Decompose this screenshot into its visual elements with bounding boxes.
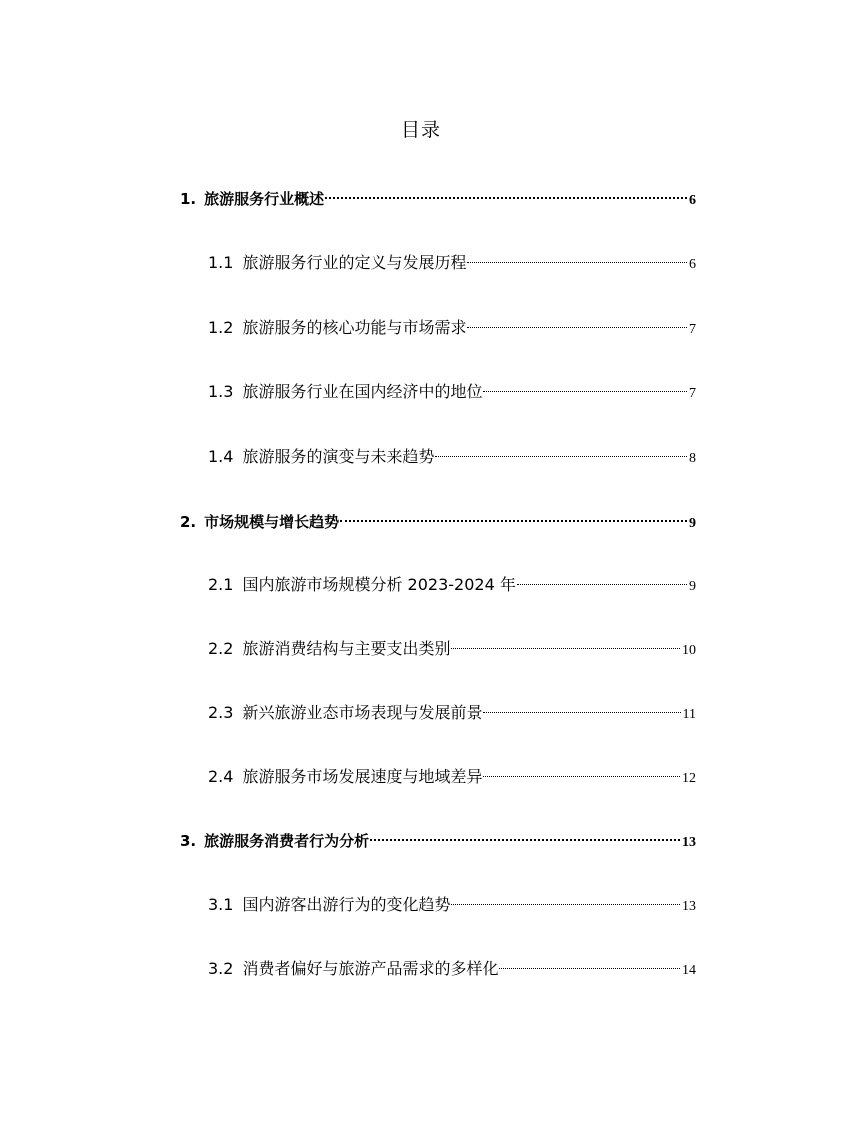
toc-entry-title: 市场规模与增长趋势	[204, 513, 340, 531]
toc-entry-title: 旅游服务消费者行为分析	[204, 832, 370, 850]
toc-entry-title: 旅游服务的演变与未来趋势	[242, 447, 435, 466]
toc-entry-title: 旅游服务的核心功能与市场需求	[242, 318, 467, 337]
toc-entry-section-1-4[interactable]	[208, 440, 696, 466]
toc-entry-title: 旅游服务行业在国内经济中的地位	[242, 382, 483, 401]
toc-dot-leader	[435, 440, 687, 462]
toc-entry-section-2-3[interactable]	[208, 696, 696, 722]
toc-entry-page: 13	[682, 899, 696, 914]
toc-entry-number: 1.3	[208, 382, 234, 401]
toc-dot-leader	[325, 182, 687, 204]
toc-entry-number: 2.	[180, 513, 197, 531]
toc-entry-page: 14	[682, 963, 696, 978]
toc-entry-section-3-2[interactable]	[208, 952, 696, 978]
toc-entry-number: 1.4	[208, 447, 234, 466]
toc-dot-leader	[483, 696, 680, 718]
toc-entry-number: 2.3	[208, 703, 234, 722]
toc-entry-number: 2.4	[208, 767, 234, 786]
toc-entry-chapter-1[interactable]	[180, 182, 696, 208]
toc-entry-section-2-2[interactable]	[208, 632, 696, 658]
toc-entry-title: 新兴旅游业态市场表现与发展前景	[242, 703, 483, 722]
toc-entry-page: 7	[689, 386, 696, 401]
toc-entry-section-2-1[interactable]	[208, 568, 696, 594]
toc-dot-leader	[451, 888, 680, 910]
toc-entry-section-1-1[interactable]	[208, 246, 696, 272]
toc-entry-title: 消费者偏好与旅游产品需求的多样化	[242, 959, 499, 978]
toc-entry-title: 旅游消费结构与主要支出类别	[242, 639, 451, 658]
toc-entry-page: 9	[689, 516, 696, 531]
toc-entry-number: 2.1	[208, 575, 234, 594]
toc-entry-page: 11	[682, 707, 696, 722]
toc-entry-number: 3.1	[208, 895, 234, 914]
toc-entry-number: 1.1	[208, 253, 234, 272]
toc-dot-leader	[340, 505, 687, 527]
toc-entry-number: 2.2	[208, 639, 234, 658]
toc-entry-section-3-1[interactable]	[208, 888, 696, 914]
toc-entry-chapter-3[interactable]	[180, 824, 696, 850]
toc-entry-page: 13	[682, 835, 696, 850]
toc-dot-leader	[451, 632, 680, 654]
toc-entry-section-1-2[interactable]	[208, 311, 696, 337]
toc-dot-leader	[517, 568, 687, 590]
toc-entry-page: 7	[689, 322, 696, 337]
toc-entry-page: 6	[689, 193, 696, 208]
toc-entry-page: 6	[689, 257, 696, 272]
toc-entry-number: 3.2	[208, 959, 234, 978]
toc-dot-leader	[499, 952, 680, 974]
toc-entry-page: 12	[682, 771, 696, 786]
toc-dot-leader	[467, 246, 687, 268]
toc-entry-section-2-4[interactable]	[208, 760, 696, 786]
toc-entry-page: 10	[682, 643, 696, 658]
toc-entry-number: 1.2	[208, 318, 234, 337]
toc-entry-page: 9	[689, 579, 696, 594]
toc-dot-leader	[467, 311, 687, 333]
toc-dot-leader	[370, 824, 680, 846]
toc-entry-title: 旅游服务行业概述	[204, 190, 325, 208]
toc-entry-chapter-2[interactable]	[180, 505, 696, 531]
toc-title: 目录	[400, 119, 441, 141]
toc-entry-number: 3.	[180, 832, 197, 850]
toc-entry-title: 国内旅游市场规模分析 2023-2024 年	[242, 575, 516, 594]
toc-entry-title: 国内游客出游行为的变化趋势	[242, 895, 451, 914]
toc-entry-section-1-3[interactable]	[208, 375, 696, 401]
toc-dot-leader	[483, 375, 687, 397]
toc-entry-title: 旅游服务行业的定义与发展历程	[242, 253, 467, 272]
toc-dot-leader	[483, 760, 680, 782]
toc-entry-title: 旅游服务市场发展速度与地域差异	[242, 767, 483, 786]
toc-entry-number: 1.	[180, 190, 197, 208]
toc-entry-page: 8	[689, 451, 696, 466]
